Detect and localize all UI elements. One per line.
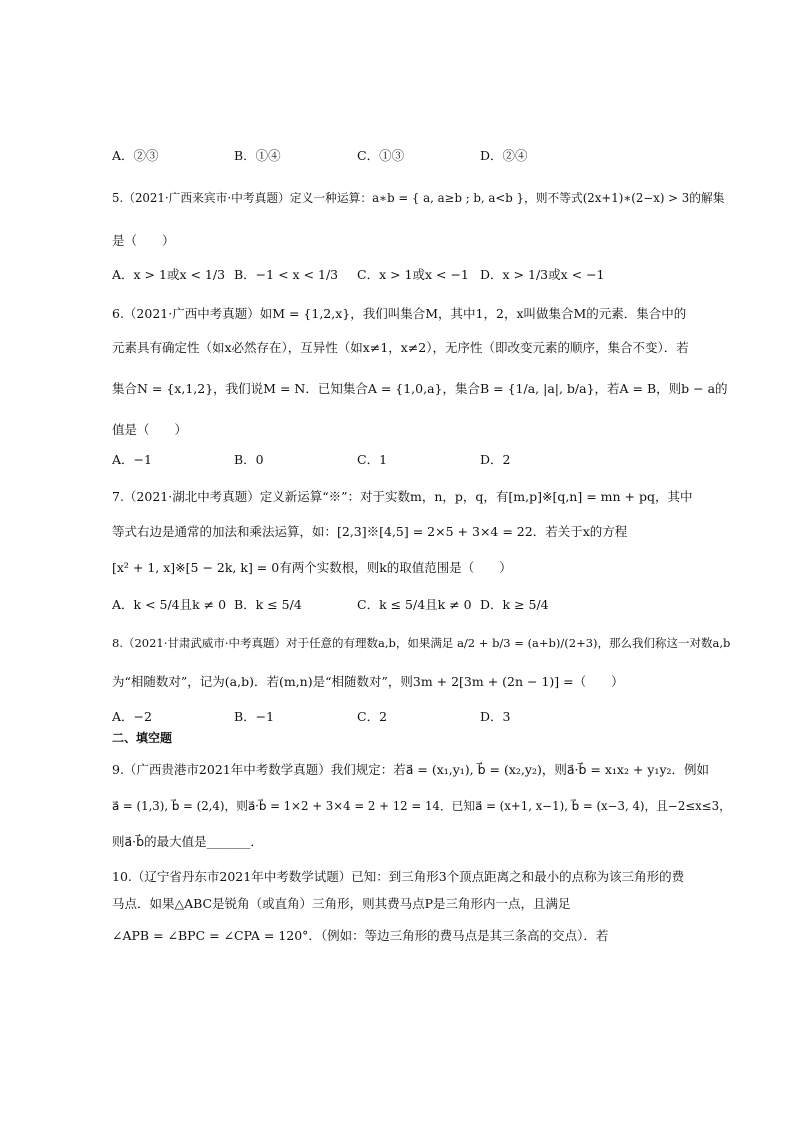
q6-option-d: D．2 <box>480 452 511 467</box>
q8-text-line2: 为“相随数对”，记为(a,b)．若(m,n)是“相随数对”，则3m + 2[3m + (2n − 1)] =（ ） <box>112 674 624 689</box>
q8-option-b: B．−1 <box>234 709 275 724</box>
q5-option-d: D．x > 1/3或x < −1 <box>480 267 605 282</box>
q5-option-b: B．−1 < x < 1/3 <box>234 267 339 282</box>
q8-option-c: C．2 <box>357 709 388 724</box>
q10-text-line1: 10.（辽宁省丹东市2021年中考数学试题）已知：到三角形3个顶点距离之和最小的点称为该三角形的费 <box>112 869 685 884</box>
q7-option-c: C．k ≤ 5/4且k ≠ 0 <box>357 597 472 612</box>
q8-options <box>112 707 712 727</box>
q4-option-d: D．②④ <box>480 148 528 163</box>
q6-option-a: A．−1 <box>112 452 152 467</box>
q7-options <box>112 595 712 615</box>
q9-text-line2: a⃗ = (1,3), b⃗ = (2,4)，则a⃗·b⃗ = 1×2 + 3×4 = 2 + 12 = 14．已知a⃗ = (x+1, x−1), b⃗ = (x−3, 4)，且−2≤x≤3， <box>112 799 731 813</box>
q5-option-c: C．x > 1或x < −1 <box>357 267 469 282</box>
q6-text-line1: 6.（2021·广西中考真题）如M = {1,2,x}，我们叫集合M，其中1，2，x叫做集合M的元素．集合中的 <box>112 306 687 321</box>
q7-text-line2: 等式右边是通常的加法和乘法运算，如：[2,3]※[4,5] = 2×5 + 3×4 = 22．若关于x的方程 <box>112 524 628 539</box>
q5-text-line1: 5.（2021·广西来宾市·中考真题）定义一种运算：a∗b = { a, a≥b ; b, a<b }，则不等式(2x+1)∗(2−x) > 3的解集 <box>112 191 725 205</box>
q6-options <box>112 450 712 470</box>
q4-option-b: B．①④ <box>234 148 281 163</box>
section-fill-in-title: 二、填空题 <box>112 731 173 745</box>
q7-option-a: A．k < 5/4且k ≠ 0 <box>112 597 227 612</box>
q6-text-line2: 元素具有确定性（如x必然存在），互异性（如x≠1，x≠2），无序性（即改变元素的顺序，集合不变）．若 <box>112 340 689 355</box>
q7-option-b: B．k ≤ 5/4 <box>234 597 302 612</box>
q6-option-c: C．1 <box>357 452 388 467</box>
q8-option-a: A．−2 <box>112 709 152 724</box>
q8-text-line1: 8.（2021·甘肃武威市·中考真题）对于任意的有理数a,b，如果满足 a/2 + b/3 = (a+b)/(2+3)，那么我们称这一对数a,b <box>112 636 731 650</box>
q6-text-line4: 值是（ ） <box>112 422 188 437</box>
q6-option-b: B．0 <box>234 452 264 467</box>
q6-text-line3: 集合N = {x,1,2}，我们说M = N．已知集合A = {1,0,a}，集合B = {1/a, |a|, b/a}，若A = B，则b − a的 <box>112 381 728 396</box>
q7-option-d: D．k ≥ 5/4 <box>480 597 549 612</box>
q4-option-a: A．②③ <box>112 148 159 163</box>
q4-option-c: C．①③ <box>357 148 405 163</box>
q5-options <box>112 265 712 285</box>
q10-text-line2: 马点．如果△ABC是锐角（或直角）三角形，则其费马点P是三角形内一点，且满足 <box>112 896 571 911</box>
q4-options <box>112 146 712 166</box>
q10-text-line3: ∠APB = ∠BPC = ∠CPA = 120°．（例如：等边三角形的费马点是其三条高的交点）．若 <box>112 928 609 943</box>
q5-text-line2: 是（ ） <box>112 233 175 248</box>
q7-text-line1: 7.（2021·湖北中考真题）定义新运算“※”：对于实数m，n，p，q，有[m,p]※[q,n] = mn + pq，其中 <box>112 489 693 504</box>
q8-option-d: D．3 <box>480 709 511 724</box>
q7-text-line3: [x² + 1, x]※[5 − 2k, k] = 0有两个实数根，则k的取值范围是（ ） <box>112 560 512 575</box>
q9-text-line3: 则a⃗·b⃗的最大值是_______． <box>112 834 263 849</box>
q9-text-line1: 9.（广西贵港市2021年中考数学真题）我们规定：若a⃗ = (x₁,y₁), b⃗ = (x₂,y₂)，则a⃗·b⃗ = x₁x₂ + y₁y₂．例如 <box>112 762 710 777</box>
q5-option-a: A．x > 1或x < 1/3 <box>112 267 226 282</box>
